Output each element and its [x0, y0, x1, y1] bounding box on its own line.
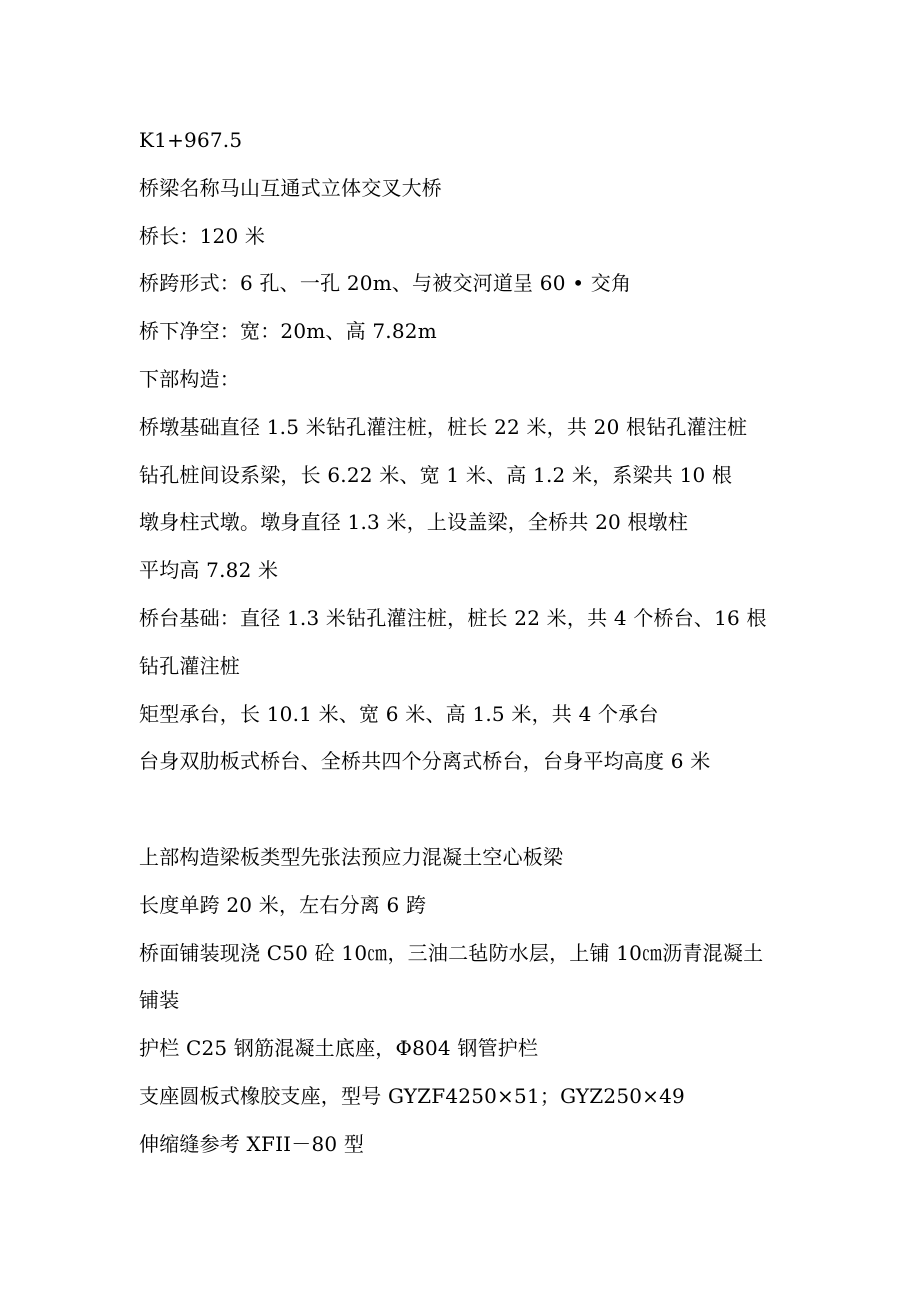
- abutment-foundation-cont: 钻孔灌注桩: [139, 653, 240, 678]
- abutment-body: 台身双肋板式桥台、全桥共四个分离式桥台，台身平均高度 6 米: [139, 749, 711, 774]
- span-form: 桥跨形式：6 孔、一孔 20m、与被交河道呈 60 • 交角: [139, 271, 632, 296]
- station-number: K1+967.5: [139, 128, 243, 152]
- deck-paving: 桥面铺装现浇 C50 砼 10㎝，三油二毡防水层，上铺 10㎝沥青混凝土: [139, 940, 764, 965]
- superstructure-type: 上部构造梁板类型先张法预应力混凝土空心板梁: [139, 844, 564, 869]
- document-body: [139, 117, 839, 1169]
- paragraph-gap: [139, 786, 839, 834]
- pier-body: 墩身柱式墩。墩身直径 1.3 米，上设盖梁，全桥共 20 根墩柱: [139, 510, 689, 535]
- abutment-foundation: 桥台基础：直径 1.3 米钻孔灌注桩，桩长 22 米，共 4 个桥台、16 根: [139, 605, 767, 630]
- guardrail: 护栏 C25 钢筋混凝土底座，Φ804 钢管护栏: [139, 1036, 539, 1061]
- deck-paving-cont: 铺装: [139, 988, 180, 1013]
- bearing: 支座圆板式橡胶支座，型号 GYZF4250×51；GYZ250×49: [139, 1083, 685, 1108]
- span-length: 长度单跨 20 米，左右分离 6 跨: [139, 892, 427, 917]
- substructure-heading: 下部构造：: [139, 366, 240, 391]
- pile-cap: 矩型承台，长 10.1 米、宽 6 米、高 1.5 米，共 4 个承台: [139, 701, 659, 726]
- pier-foundation: 桥墩基础直径 1.5 米钻孔灌注桩，桩长 22 米，共 20 根钻孔灌注桩: [139, 414, 748, 439]
- expansion-joint: 伸缩缝参考 XFII－80 型: [139, 1131, 365, 1156]
- average-height: 平均高 7.82 米: [139, 558, 279, 583]
- clearance: 桥下净空：宽：20m、高 7.82m: [139, 319, 437, 344]
- bridge-name: 桥梁名称马山互通式立体交叉大桥: [139, 175, 442, 200]
- tie-beam: 钻孔桩间设系梁，长 6.22 米、宽 1 米、高 1.2 米，系梁共 10 根: [139, 462, 733, 487]
- bridge-length: 桥长：120 米: [139, 223, 266, 248]
